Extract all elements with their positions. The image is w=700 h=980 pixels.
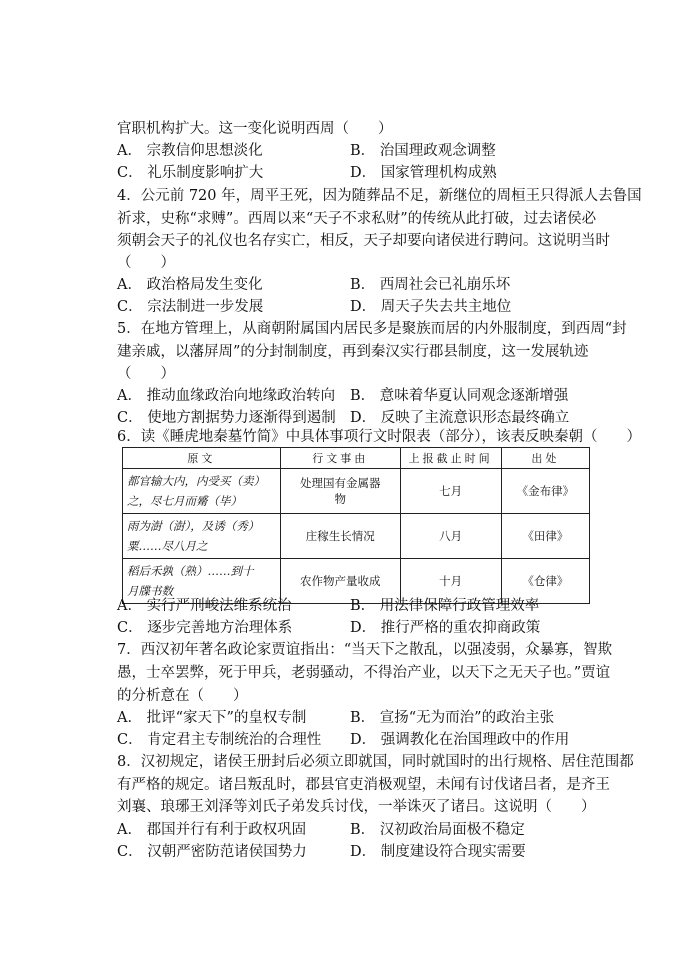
q3-option-b[interactable]: B． 治国理政观念调整: [350, 143, 496, 159]
q5-option-d[interactable]: D． 反映了主流意识形态最终确立: [350, 410, 570, 426]
q6-option-d[interactable]: D． 推行严格的重农抑商政策: [350, 620, 541, 636]
table-cell-matter: 农作物产量收成: [280, 559, 400, 604]
q6-option-c[interactable]: C． 逐步完善地方治理体系: [117, 620, 293, 636]
matter-text-line: 物: [334, 492, 346, 506]
table-header-original: 原文: [123, 448, 281, 469]
q8-stem-line1: 8．汉初规定，诸侯王册封后必须立即就国，同时就国时的出行规格、居住范围都: [117, 754, 634, 770]
q4-option-b[interactable]: B． 西周社会已礼崩乐坏: [350, 277, 511, 293]
q7-option-d[interactable]: D． 强调教化在治国理政中的作用: [350, 732, 570, 748]
q4-option-c[interactable]: C． 宗法制进一步发展: [117, 299, 264, 315]
q8-option-c[interactable]: C． 汉朝严密防范诸侯国势力: [117, 844, 307, 860]
q7-option-c[interactable]: C． 肯定君主专制统治的合理性: [117, 732, 322, 748]
table-cell-deadline: 十月: [400, 559, 501, 604]
original-text-line: 月牒书数: [127, 584, 173, 598]
table-header-matter: 行文事由: [280, 448, 400, 469]
q7-stem-line2: 愚，士卒罢弊，死于甲兵，老弱骚动，不得治产业，以天下之无天子也。”贾谊: [117, 665, 611, 681]
q8-option-a[interactable]: A． 郡国并行有利于政权巩固: [117, 822, 307, 838]
table-row: [123, 514, 590, 559]
table-header-source: 出处: [501, 448, 589, 469]
q8-option-d[interactable]: D． 制度建设符合现实需要: [350, 844, 526, 860]
q7-option-b[interactable]: B． 宣扬“无为而治”的政治主张: [350, 710, 555, 726]
q6-stem-line1: 6．读《睡虎地秦墓竹简》中具体事项行文时限表（部分），该表反映秦朝（ ）: [117, 429, 641, 445]
matter-text-line: 处理国有金属器: [300, 476, 381, 490]
q3-option-a[interactable]: A． 宗教信仰思想淡化: [117, 143, 263, 159]
table-cell-source: 《田律》: [501, 514, 589, 559]
table-cell-original: [123, 514, 281, 559]
q6-option-b[interactable]: B． 用法律保障行政管理效率: [350, 598, 540, 614]
table-cell-matter: [280, 469, 400, 514]
q8-stem-line2: 有严格的规定。诸吕叛乱时，郡县官吏消极观望，未闻有讨伐诸吕者，是齐王: [117, 777, 610, 793]
q8-stem-line3: 刘襄、琅琊王刘泽等刘氏子弟发兵讨伐，一举诛灭了诸吕。这说明（ ）: [117, 799, 596, 815]
original-text-line: 粟……尽八月之: [127, 539, 208, 553]
table-row: [123, 469, 590, 514]
q5-option-b[interactable]: B． 意味着华夏认同观念逐渐增强: [350, 388, 569, 404]
original-text-line: 雨为澍（澍），及诱（秀）: [127, 519, 260, 533]
q6-option-a[interactable]: A． 实行严刑峻法维系统治: [117, 598, 292, 614]
q5-option-c[interactable]: C． 使地方割据势力逐渐得到遏制: [117, 410, 336, 426]
q8-option-b[interactable]: B． 汉初政治局面极不稳定: [350, 822, 525, 838]
table-cell-deadline: 七月: [400, 469, 501, 514]
original-text-line: 都官输大内，内受买（卖）: [127, 474, 265, 488]
q3-stem-continuation: 官职机构扩大。这一变化说明西周（ ）: [117, 121, 393, 137]
q5-answer-blank: （ ）: [117, 366, 175, 382]
q4-stem-line3: 须朝会天子的礼仪也名存实亡，相反，天子却要向诸侯进行聘问。这说明当时: [117, 233, 610, 249]
q5-stem-line2: 建亲戚，以藩屏周”的分封制制度，再到秦汉实行郡县制度，这一发展轨迹: [117, 344, 589, 360]
q4-option-d[interactable]: D． 周天子失去共主地位: [350, 299, 512, 315]
q3-option-c[interactable]: C． 礼乐制度影响扩大: [117, 165, 264, 181]
table-cell-source: 《金布律》: [501, 469, 589, 514]
q6-source-table: [122, 447, 590, 604]
table-cell-source: 《仓律》: [501, 559, 589, 604]
table-cell-original: [123, 469, 281, 514]
q4-option-a[interactable]: A． 政治格局发生变化: [117, 277, 263, 293]
q4-answer-blank: （ ）: [117, 255, 175, 271]
q3-option-d[interactable]: D． 国家管理机构成熟: [350, 165, 497, 181]
q4-stem-line2: 祈求，史称“求赙”。西周以来“天子不求私财”的传统从此打破，过去诸侯必: [117, 211, 597, 227]
q5-option-a[interactable]: A． 推动血缘政治向地缘政治转向: [117, 388, 336, 404]
q7-stem-line1: 7．西汉初年著名政论家贾谊指出：“当天下之散乱，以强凌弱，众暴寡，智欺: [117, 642, 613, 658]
table-header-deadline: 上报截止时间: [400, 448, 501, 469]
original-text-line: 之，尽七月而觱（毕）: [127, 494, 242, 508]
q7-option-a[interactable]: A． 批评“家天下”的皇权专制: [117, 710, 307, 726]
original-text-line: 稻后禾孰（熟）……到十: [127, 564, 254, 578]
table-cell-matter: 庄稼生长情况: [280, 514, 400, 559]
q5-stem-line1: 5．在地方管理上，从商朝附属国内居民多是聚族而居的内外服制度，到西周“封: [117, 321, 627, 337]
table-cell-deadline: 八月: [400, 514, 501, 559]
q7-stem-line3: 的分析意在（ ）: [117, 688, 248, 704]
q4-stem-line1: 4．公元前 720 年，周平王死，因为随葬品不足，新继位的周桓王只得派人去鲁国: [117, 188, 642, 204]
